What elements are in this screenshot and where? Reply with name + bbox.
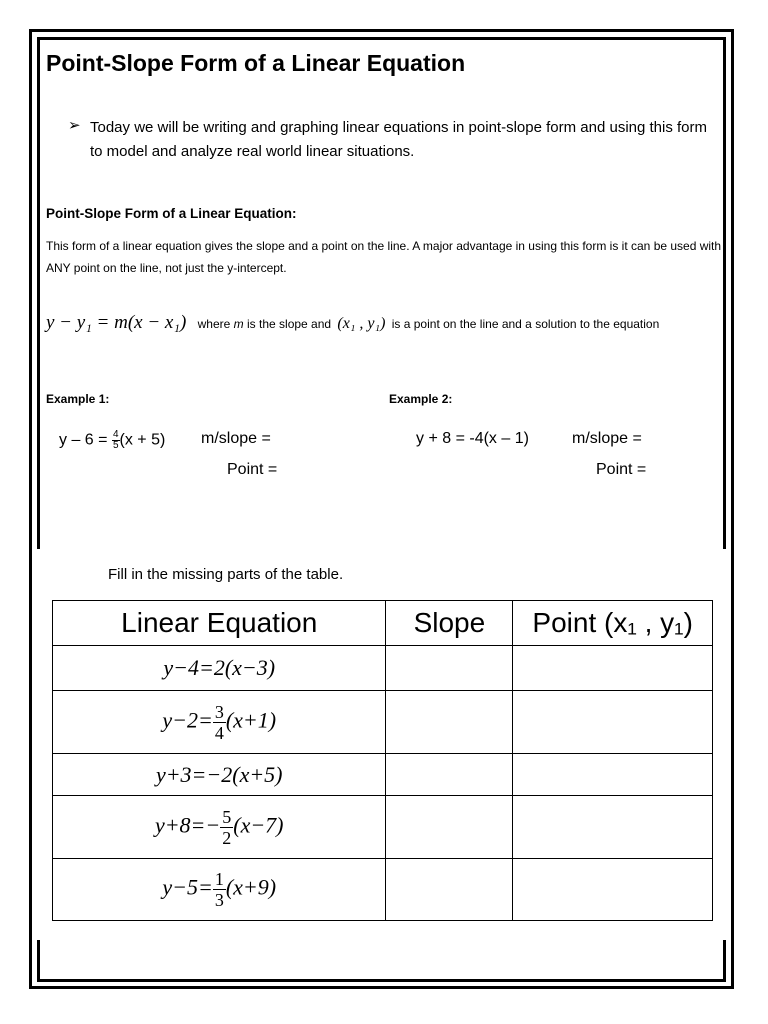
- intro-text: Today we will be writing and graphing linear equations in point-slope form and using this form to model and analyze real world linear situations.: [90, 119, 708, 160]
- equation-right: (x−3): [224, 655, 276, 680]
- table-row: [53, 754, 713, 796]
- equation-left: y−4=2: [163, 655, 225, 680]
- equation-table: [52, 600, 713, 921]
- equation-right: (x−7): [233, 812, 284, 838]
- inner-border-bottom: [37, 940, 726, 982]
- point-cell[interactable]: [513, 796, 713, 859]
- equation-cell: [53, 646, 386, 691]
- example-2-slope-label: m/slope =: [572, 430, 642, 447]
- formula-row: [46, 312, 659, 334]
- equation-fraction: [213, 702, 226, 743]
- example-1-label: Example 1:: [46, 392, 110, 406]
- formula-slope-text: is the slope and: [247, 317, 332, 331]
- slope-cell[interactable]: [386, 796, 513, 859]
- example-2-equation: y + 8 = -4(x – 1): [416, 430, 529, 447]
- equation-cell: [53, 754, 386, 796]
- formula-m: m: [233, 317, 244, 331]
- arrow-bullet-icon: ➢: [68, 117, 81, 134]
- slope-cell[interactable]: [386, 646, 513, 691]
- fraction-num: 3: [214, 701, 224, 722]
- fraction-num: 5: [222, 806, 232, 827]
- slope-cell[interactable]: [386, 859, 513, 921]
- header-linear-equation: Linear Equation: [53, 601, 386, 646]
- equation-right: (x+5): [232, 761, 283, 787]
- header-slope: Slope: [386, 601, 513, 646]
- example-1-frac-num: 4: [112, 429, 119, 440]
- example-1-fraction: [112, 430, 120, 451]
- equation-right: (x+1): [225, 707, 277, 733]
- definition-body: This form of a linear equation gives the slope and a point on the line. A major advantage in using this form is it can be used with ANY point on the line, not just the y-intercept.: [46, 239, 722, 275]
- example-1-slope-label: m/slope =: [201, 430, 271, 447]
- equation-left: y+3=−2: [155, 761, 233, 787]
- equation-right: (x+9): [225, 874, 277, 900]
- equation-left: y−2=: [162, 707, 213, 733]
- fraction-den: 2: [222, 827, 232, 848]
- equation-cell: [53, 691, 386, 754]
- fraction-den: 4: [214, 722, 224, 743]
- table-row: [53, 646, 713, 691]
- example-1-point-label: Point =: [227, 461, 278, 478]
- fraction-den: 3: [214, 890, 224, 910]
- formula-point-tuple: (x₁ , y₁): [337, 315, 386, 332]
- example-1-frac-den: 5: [112, 440, 119, 451]
- table-row: [53, 859, 713, 921]
- point-cell[interactable]: [513, 754, 713, 796]
- formula-rest-text: is a point on the line and a solution to the equation: [391, 317, 660, 331]
- example-2-label: Example 2:: [389, 392, 453, 406]
- example-1-eq-left: y – 6 =: [59, 431, 108, 449]
- page-title: Point-Slope Form of a Linear Equation: [46, 50, 466, 76]
- fraction-num: 1: [214, 869, 224, 889]
- equation-fraction: [220, 807, 233, 848]
- equation-cell: [53, 859, 386, 921]
- equation-cell: [53, 796, 386, 859]
- table-row: [53, 691, 713, 754]
- equation-left: y+8=−: [154, 812, 221, 838]
- point-cell[interactable]: [513, 859, 713, 921]
- point-cell[interactable]: [513, 691, 713, 754]
- header-point: Point (x₁ , y₁): [513, 601, 713, 646]
- example-1-equation: [59, 430, 165, 451]
- point-slope-formula: y − y₁ = m(x − x₁): [46, 312, 187, 333]
- point-cell[interactable]: [513, 646, 713, 691]
- example-1-eq-right: (x + 5): [119, 431, 166, 449]
- table-row: [53, 796, 713, 859]
- slope-cell[interactable]: [386, 691, 513, 754]
- formula-where: where: [197, 317, 231, 331]
- equation-fraction: [213, 869, 226, 910]
- table-instruction: Fill in the missing parts of the table.: [108, 566, 344, 583]
- equation-left: y−5=: [162, 874, 213, 900]
- example-2-point-label: Point =: [596, 461, 647, 478]
- definition-heading: Point-Slope Form of a Linear Equation:: [46, 206, 297, 221]
- slope-cell[interactable]: [386, 754, 513, 796]
- table-header-row: [53, 601, 713, 646]
